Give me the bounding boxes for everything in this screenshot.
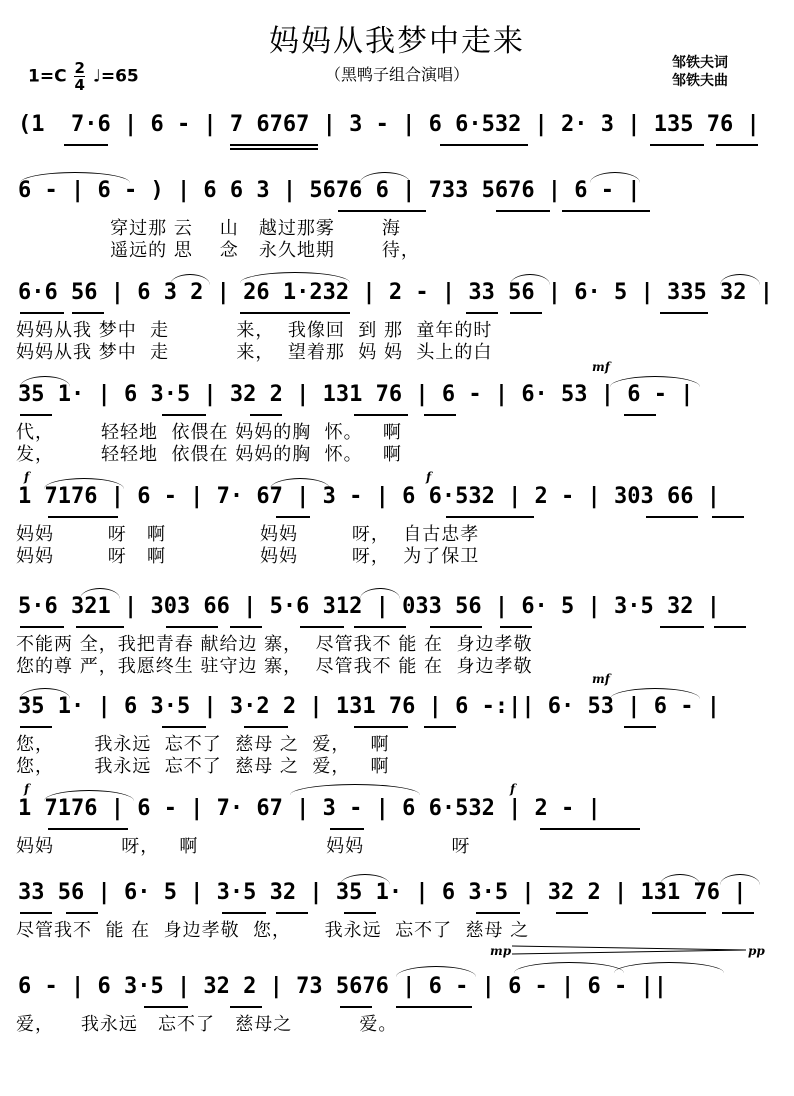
beam [722, 912, 754, 914]
notation-line: 35 1· | 6 3·5 | 3·2 2 | 131 76 | 6 -:|| 6· 53 | 6 - | [18, 694, 720, 719]
beam [714, 626, 746, 628]
dynamic-mf: mf [592, 360, 610, 374]
beam [162, 726, 206, 728]
beam [712, 516, 744, 518]
beam [354, 414, 408, 416]
beam [230, 626, 262, 628]
beam [230, 148, 318, 150]
beam [276, 516, 310, 518]
lyric-verse-1: 代， 轻轻地 依偎在 妈妈的胸 怀。 啊 [16, 422, 402, 443]
tie-slur [514, 962, 624, 973]
key-label: 1=C [28, 66, 67, 87]
score-row-7 [0, 672, 794, 784]
notation-line: 1 7176 | 6 - | 7· 67 | 3 - | 6 6·532 | 2 - | [18, 796, 601, 821]
beam [354, 726, 408, 728]
score-row-4 [0, 360, 794, 472]
notation-line: 6 - | 6 - ) | 6 6 3 | 5676 6 | 733 5676 | 6 - | [18, 178, 641, 203]
beam [500, 626, 532, 628]
beam [76, 626, 124, 628]
score-row-2 [0, 178, 794, 268]
tie-slur [614, 962, 724, 973]
notation-line: 6·6 56 | 6 3 2 | 26 1·232 | 2 - | 33 56 | 6· 5 | 335 32 | [18, 280, 773, 305]
beam [230, 144, 318, 146]
time-signature [74, 60, 84, 93]
beam [66, 912, 98, 914]
beam [64, 144, 108, 146]
beam [20, 626, 64, 628]
dynamic-f: f [24, 782, 30, 796]
lyric-verse-1: 尽管我不 能 在 身边孝敬 您， 我永远 忘不了 慈母 之 [16, 920, 530, 941]
decrescendo-hairpin [512, 944, 746, 958]
beam [660, 312, 708, 314]
beam [556, 912, 588, 914]
beam [330, 828, 364, 830]
score-row-5 [0, 470, 794, 574]
lyric-verse-1: 穿过那 云 山 越过那雾 海 [16, 218, 401, 239]
beam [20, 912, 52, 914]
score-row-3 [0, 280, 794, 370]
beam [20, 726, 52, 728]
beam [222, 912, 266, 914]
beam [652, 912, 706, 914]
tempo-marking: ♩=65 [92, 66, 139, 87]
beam [20, 414, 52, 416]
beam [716, 144, 758, 146]
dynamic-mp: mp [490, 944, 512, 958]
beam [144, 1006, 188, 1008]
beam [276, 912, 308, 914]
beam [344, 912, 376, 914]
score-row-10 [0, 944, 794, 1044]
lyricist-credit: 邹铁夫词 [672, 55, 728, 71]
lyric-verse-1: 妈妈 呀， 啊 妈妈 呀 [16, 836, 471, 857]
beam [540, 828, 640, 830]
beam [354, 626, 406, 628]
notation-line: 5·6 321 | 303 66 | 5·6 312 | 033 56 | 6· 5 | 3·5 32 | [18, 594, 720, 619]
beam [340, 1006, 372, 1008]
notation-line: 6 - | 6 3·5 | 32 2 | 73 5676 | 6 - | 6 - | 6 - || [18, 974, 668, 999]
beam [20, 312, 64, 314]
lyric-verse-1: 妈妈从我 梦中 走 来， 我像回 到 那 童年的时 [16, 320, 493, 341]
beam [496, 210, 550, 212]
beam [650, 144, 704, 146]
beam [72, 312, 104, 314]
key-signature [28, 60, 139, 93]
beam [162, 414, 206, 416]
time-denominator: 4 [74, 76, 85, 94]
composer-credit: 邹铁夫曲 [672, 73, 728, 89]
beam [424, 414, 456, 416]
beam [646, 516, 698, 518]
lyric-verse-2: 遥远的 思 念 永久地期 待， [16, 240, 420, 261]
beam [250, 414, 282, 416]
lyric-verse-1: 爱， 我永远 忘不了 慈母之 爱。 [16, 1014, 398, 1035]
lyric-verse-1: 不能两 全，我把青春 献给边 寨， 尽管我不 能 在 身边孝敬 [16, 634, 533, 655]
lyric-verse-2: 您， 我永远 忘不了 慈母 之 爱， 啊 [16, 756, 390, 777]
dynamic-pp: pp [748, 944, 765, 958]
beam [624, 726, 656, 728]
time-numerator: 2 [74, 59, 85, 77]
beam [446, 516, 534, 518]
beam [430, 626, 482, 628]
notation-line: (1 7·6 | 6 - | 7 6767 | 3 - | 6 6·532 | 2· 3 | 135 76 | [18, 112, 760, 137]
beam [424, 726, 456, 728]
lyric-verse-2: 妈妈从我 梦中 走 来， 望着那 妈 妈 头上的白 [16, 342, 493, 363]
beam [510, 312, 542, 314]
performer-subtitle: （黑鸭子组合演唱） [324, 65, 469, 84]
lyric-verse-1: 您， 我永远 忘不了 慈母 之 爱， 啊 [16, 734, 390, 755]
beam [338, 210, 426, 212]
beam [48, 828, 128, 830]
lyric-verse-2: 您的尊 严，我愿终生 驻守边 寨， 尽管我不 能 在 身边孝敬 [16, 656, 533, 677]
lyric-verse-2: 妈妈 呀 啊 妈妈 呀， 为了保卫 [16, 546, 480, 567]
beam [660, 626, 704, 628]
notation-line: 1 7176 | 6 - | 7· 67 | 3 - | 6 6·532 | 2 - | 303 66 | [18, 484, 720, 509]
tie-slur [290, 784, 420, 795]
beam [300, 626, 344, 628]
dynamic-f: f [24, 470, 30, 484]
song-title: 妈妈从我梦中走来 [269, 24, 525, 59]
score-row-1 [0, 112, 794, 182]
beam [476, 912, 520, 914]
beam [166, 626, 218, 628]
dynamic-f: f [426, 470, 432, 484]
notation-line: 33 56 | 6· 5 | 3·5 32 | 35 1· | 6 3·5 | 32 2 | 131 76 | [18, 880, 747, 905]
beam [562, 210, 650, 212]
beam [244, 726, 288, 728]
lyric-verse-2: 发， 轻轻地 依偎在 妈妈的胸 怀。 啊 [16, 444, 402, 465]
score-row-8 [0, 782, 794, 866]
dynamic-mf: mf [592, 672, 610, 686]
dynamic-f: f [510, 782, 516, 796]
credits [672, 54, 728, 90]
beam [48, 516, 118, 518]
beam [466, 312, 498, 314]
lyric-verse-1: 妈妈 呀 啊 妈妈 呀， 自古忠孝 [16, 524, 480, 545]
score-row-6 [0, 594, 794, 684]
beam [230, 1006, 262, 1008]
beam [396, 1006, 472, 1008]
beam [440, 144, 528, 146]
beam [240, 312, 350, 314]
score-row-9 [0, 880, 794, 950]
notation-line: 35 1· | 6 3·5 | 32 2 | 131 76 | 6 - | 6· 53 | 6 - | [18, 382, 694, 407]
beam [624, 414, 656, 416]
